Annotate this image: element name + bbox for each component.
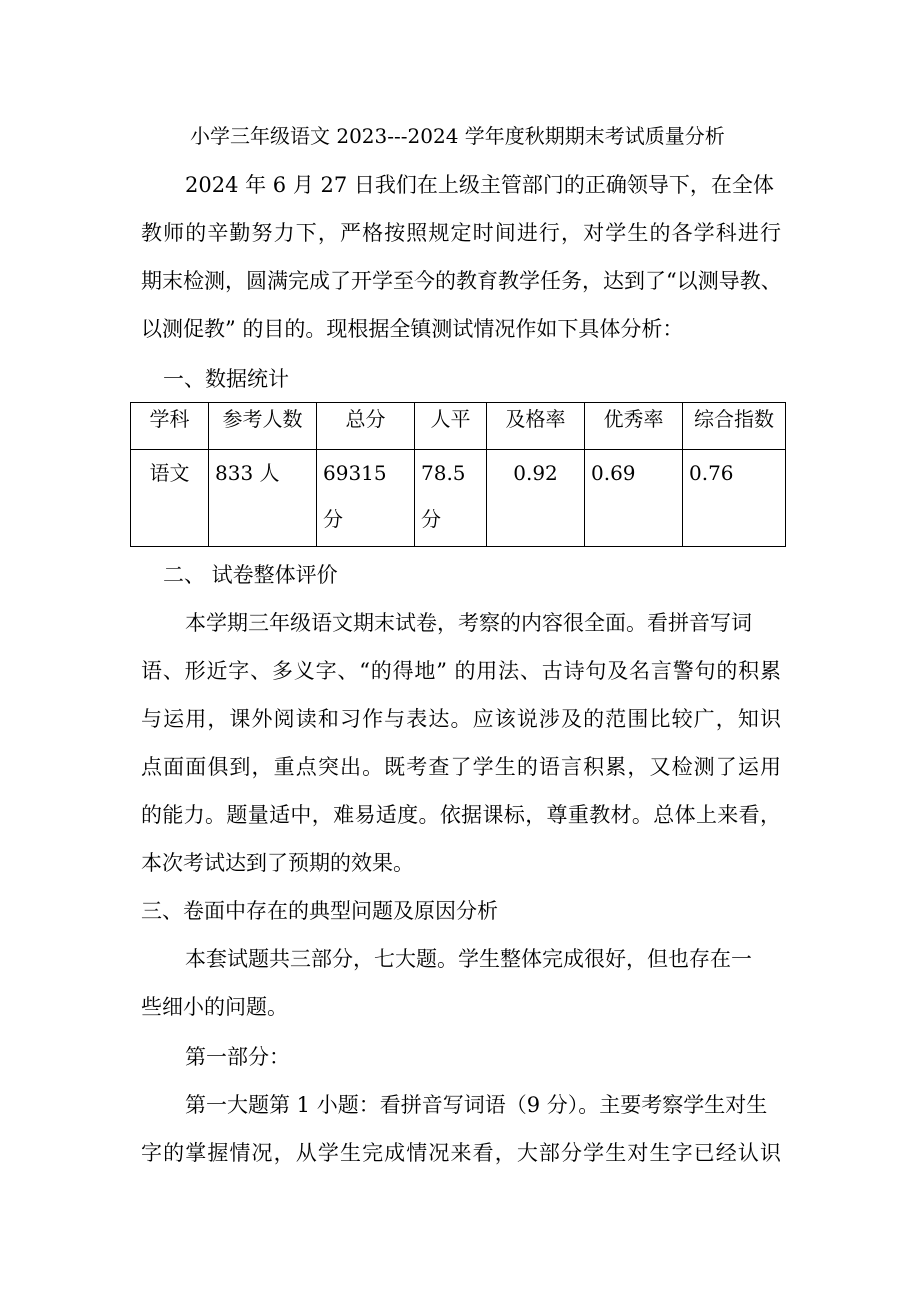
section-1-heading: 一、数据统计	[163, 367, 289, 391]
table-header-cell: 及格率	[487, 403, 585, 450]
document-title: 小学三年级语文 2023---2024 学年度秋期期末考试质量分析	[190, 124, 725, 148]
section-2-line-2: 语、形近字、多义字、“的得地” 的用法、古诗句及名言警句的积累	[141, 659, 781, 683]
intro-line-4: 以测促教” 的目的。现根据全镇测试情况作如下具体分析：	[141, 317, 684, 341]
section-3-heading: 三、卷面中存在的典型问题及原因分析	[141, 899, 498, 923]
cell-total: 69315 分	[317, 450, 415, 547]
section-3-line-1: 本套试题共三部分，七大题。学生整体完成很好，但也存在一	[185, 947, 752, 971]
part-1-line-1: 第一大题第 1 小题：看拼音写词语（9 分）。主要考察学生对生	[185, 1093, 768, 1117]
statistics-table	[130, 402, 786, 547]
cell-excellent-rate: 0.69	[585, 450, 683, 547]
section-2-line-3: 与运用，课外阅读和习作与表达。应该说涉及的范围比较广，知识	[141, 707, 781, 731]
table-header-cell: 参考人数	[209, 403, 317, 450]
cell-average-unit: 分	[421, 507, 441, 531]
section-2-line-6: 本次考试达到了预期的效果。	[141, 851, 414, 875]
section-3-line-2: 些细小的问题。	[141, 995, 288, 1019]
section-2-heading: 二、 试卷整体评价	[163, 563, 338, 587]
section-2-line-1: 本学期三年级语文期末试卷，考察的内容很全面。看拼音写词	[185, 611, 752, 635]
part-1-line-2: 字的掌握情况，从学生完成情况来看，大部分学生对生字已经认识	[141, 1141, 781, 1165]
cell-subject: 语文	[131, 450, 209, 547]
section-2-line-4: 点面面俱到，重点突出。既考查了学生的语言积累，又检测了运用	[141, 755, 781, 779]
table-header-cell: 优秀率	[585, 403, 683, 450]
table-header-cell: 总分	[317, 403, 415, 450]
cell-pass-rate: 0.92	[487, 450, 585, 547]
table-header-cell: 学科	[131, 403, 209, 450]
table-header-cell: 人平	[415, 403, 487, 450]
intro-line-1: 2024 年 6 月 27 日我们在上级主管部门的正确领导下，在全体	[185, 173, 774, 197]
table-header-cell: 综合指数	[683, 403, 786, 450]
cell-composite-index: 0.76	[683, 450, 786, 547]
part-1-heading: 第一部分：	[185, 1045, 290, 1069]
cell-count: 833 人	[209, 450, 317, 547]
intro-line-3: 期末检测，圆满完成了开学至今的教育教学任务，达到了“以测导教、	[141, 269, 782, 293]
cell-average-value: 78.5	[421, 461, 466, 485]
intro-line-2: 教师的辛勤努力下，严格按照规定时间进行，对学生的各学科进行	[141, 221, 781, 245]
section-2-line-5: 的能力。题量适中，难易适度。依据课标，尊重教材。总体上来看，	[141, 803, 781, 827]
cell-average	[415, 450, 487, 547]
table-row	[131, 450, 786, 547]
table-header-row	[131, 403, 786, 450]
